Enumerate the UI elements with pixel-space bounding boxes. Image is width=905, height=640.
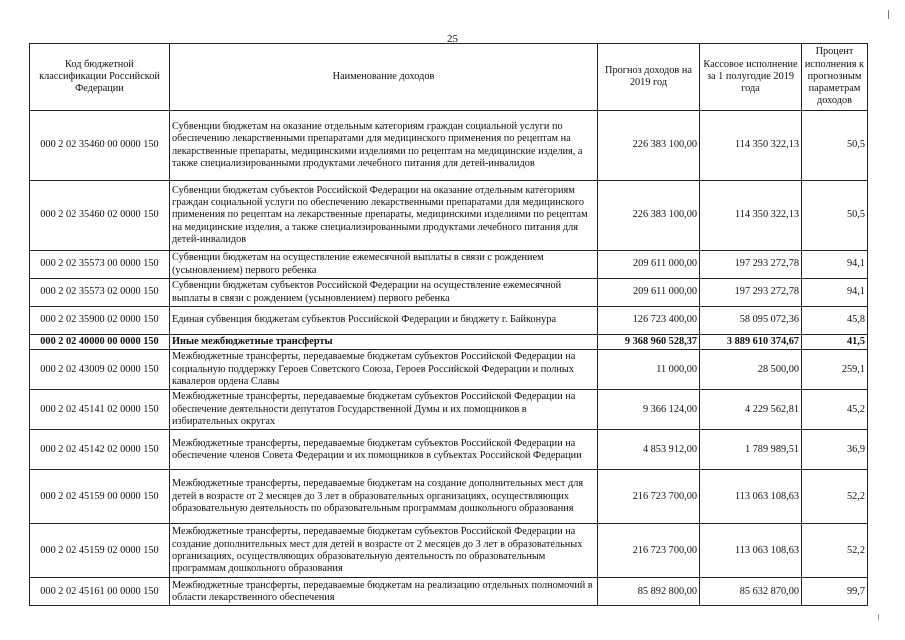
row-name: Межбюджетные трансферты, передаваемые бюджетам субъектов Российской Федерации на социальную поддержку Героев Советского Союза, Героев Российской Федерации и полных кавалеров ордена Славы: [170, 350, 598, 390]
row-forecast: 226 383 100,00: [598, 111, 700, 181]
row-name: Межбюджетные трансферты, передаваемые бюджетам субъектов Российской Федерации на обеспечение членов Совета Федерации и их помощников в субъектах Российской Федерации: [170, 430, 598, 470]
row-code: 000 2 02 40000 00 0000 150: [30, 335, 170, 350]
row-forecast: 9 368 960 528,37: [598, 335, 700, 350]
table-row: [30, 307, 868, 335]
row-forecast: 216 723 700,00: [598, 470, 700, 524]
table-header-row: [30, 44, 868, 111]
table-row: [30, 350, 868, 390]
row-executed: 114 350 322,13: [700, 181, 802, 251]
row-code: 000 2 02 45159 00 0000 150: [30, 470, 170, 524]
row-forecast: 216 723 700,00: [598, 524, 700, 578]
row-forecast: 126 723 400,00: [598, 307, 700, 335]
table-row: [30, 524, 868, 578]
table-row: [30, 390, 868, 430]
table-row: [30, 251, 868, 279]
row-percent: 52,2: [802, 470, 868, 524]
table-row: [30, 470, 868, 524]
header-forecast: Прогноз доходов на 2019 год: [598, 44, 700, 111]
row-executed: 197 293 272,78: [700, 251, 802, 279]
row-code: 000 2 02 35460 00 0000 150: [30, 111, 170, 181]
header-executed: Кассовое исполнение за 1 полугодие 2019 года: [700, 44, 802, 111]
row-code: 000 2 02 35460 02 0000 150: [30, 181, 170, 251]
row-code: 000 2 02 45141 02 0000 150: [30, 390, 170, 430]
header-name: Наименование доходов: [170, 44, 598, 111]
row-name: Иные межбюджетные трансферты: [170, 335, 598, 350]
row-name: Субвенции бюджетам на осуществление ежемесячной выплаты в связи с рождением (усыновлением) первого ребенка: [170, 251, 598, 279]
page-number: 25: [447, 33, 458, 45]
row-executed: 58 095 072,36: [700, 307, 802, 335]
row-percent: 94,1: [802, 279, 868, 307]
row-executed: 28 500,00: [700, 350, 802, 390]
row-code: 000 2 02 35573 02 0000 150: [30, 279, 170, 307]
row-code: 000 2 02 45159 02 0000 150: [30, 524, 170, 578]
row-percent: 41,5: [802, 335, 868, 350]
row-percent: 99,7: [802, 578, 868, 606]
row-name: Межбюджетные трансферты, передаваемые бюджетам субъектов Российской Федерации на создание дополнительных мест для детей в возрасте от 2 месяцев до 3 лет в образовательных организациях, осуществляющих образовательную деятельность по образовательным программам дошкольного образования: [170, 524, 598, 578]
row-executed: 113 063 108,63: [700, 470, 802, 524]
table-row: [30, 181, 868, 251]
row-name: Межбюджетные трансферты, передаваемые бюджетам на реализацию отдельных полномочий в области лекарственного обеспечения: [170, 578, 598, 606]
row-code: 000 2 02 45142 02 0000 150: [30, 430, 170, 470]
row-percent: 94,1: [802, 251, 868, 279]
row-forecast: 226 383 100,00: [598, 181, 700, 251]
header-code: Код бюджетной классификации Российской Федерации: [30, 44, 170, 111]
row-name: Субвенции бюджетам на оказание отдельным категориям граждан социальной услуги по обеспечению лекарственными препаратами для медицинского применения по рецептам на лекарственные препараты, медицинскими изделиями по рецептам на медицинские изделия, а также специализированными продуктами лечебного питания для детей-инвалидов: [170, 111, 598, 181]
row-executed: 113 063 108,63: [700, 524, 802, 578]
row-name: Межбюджетные трансферты, передаваемые бюджетам субъектов Российской Федерации на обеспечение деятельности депутатов Государственной Думы и их помощников в избирательных округах: [170, 390, 598, 430]
header-percent: Процент исполнения к прогнозным параметрам доходов: [802, 44, 868, 111]
row-forecast: 209 611 000,00: [598, 251, 700, 279]
table-row: [30, 430, 868, 470]
scan-edge-mark: [878, 614, 879, 620]
row-executed: 114 350 322,13: [700, 111, 802, 181]
scan-edge-mark: [888, 10, 889, 19]
row-forecast: 4 853 912,00: [598, 430, 700, 470]
row-forecast: 209 611 000,00: [598, 279, 700, 307]
row-code: 000 2 02 35900 02 0000 150: [30, 307, 170, 335]
table-row: [30, 279, 868, 307]
row-name: Межбюджетные трансферты, передаваемые бюджетам на создание дополнительных мест для детей в возрасте от 2 месяцев до 3 лет в образовательных организациях, осуществляющих образовательную деятельность по образовательным программам дошкольного образования: [170, 470, 598, 524]
row-name: Субвенции бюджетам субъектов Российской Федерации на осуществление ежемесячной выплаты в связи с рождением (усыновлением) первого ребенка: [170, 279, 598, 307]
row-executed: 1 789 989,51: [700, 430, 802, 470]
row-code: 000 2 02 43009 02 0000 150: [30, 350, 170, 390]
income-table: [29, 43, 868, 606]
row-code: 000 2 02 45161 00 0000 150: [30, 578, 170, 606]
row-forecast: 85 892 800,00: [598, 578, 700, 606]
row-code: 000 2 02 35573 00 0000 150: [30, 251, 170, 279]
row-executed: 85 632 870,00: [700, 578, 802, 606]
row-forecast: 9 366 124,00: [598, 390, 700, 430]
row-percent: 36,9: [802, 430, 868, 470]
table-row-group-total: [30, 335, 868, 350]
row-percent: 50,5: [802, 111, 868, 181]
row-percent: 45,2: [802, 390, 868, 430]
row-name: Единая субвенция бюджетам субъектов Российской Федерации и бюджету г. Байконура: [170, 307, 598, 335]
row-forecast: 11 000,00: [598, 350, 700, 390]
row-percent: 45,8: [802, 307, 868, 335]
row-executed: 197 293 272,78: [700, 279, 802, 307]
row-percent: 259,1: [802, 350, 868, 390]
row-executed: 3 889 610 374,67: [700, 335, 802, 350]
table-row: [30, 578, 868, 606]
row-percent: 50,5: [802, 181, 868, 251]
table-row: [30, 111, 868, 181]
row-percent: 52,2: [802, 524, 868, 578]
row-executed: 4 229 562,81: [700, 390, 802, 430]
row-name: Субвенции бюджетам субъектов Российской Федерации на оказание отдельным категориям граждан социальной услуги по обеспечению лекарственными препаратами для медицинского применения по рецептам на лекарственные препараты, медицинскими изделиями по рецептам на медицинские изделия, а также специализированными продуктами лечебного питания для детей-инвалидов: [170, 181, 598, 251]
